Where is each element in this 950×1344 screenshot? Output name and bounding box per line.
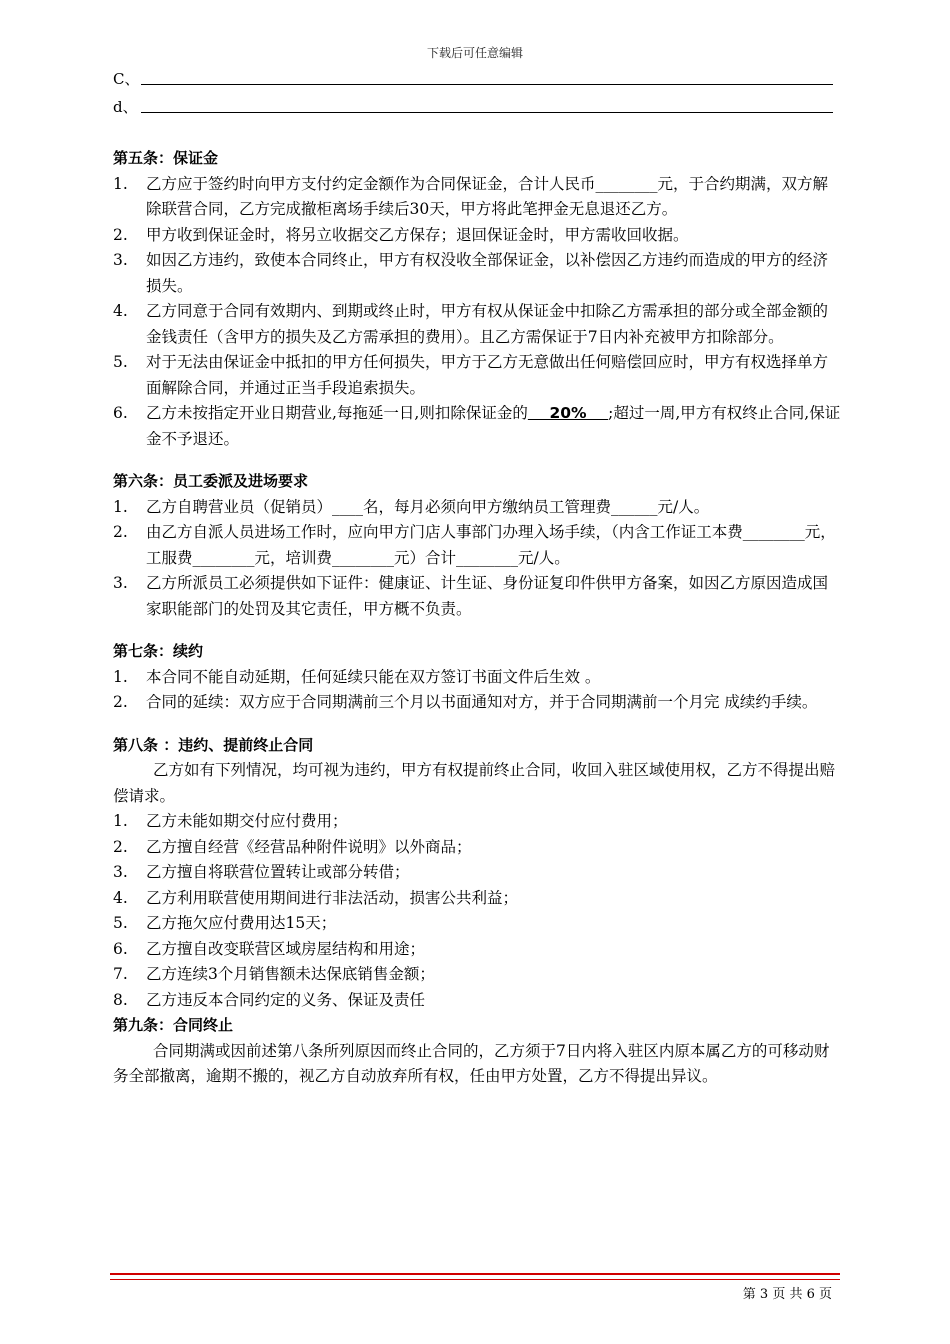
section-title: 第六条：员工委派及进场要求 — [113, 472, 309, 490]
item-text: 乙方连续3个月销售额未达保底销售金额； — [146, 965, 435, 983]
item-number: 3. — [113, 574, 128, 592]
item-text: 乙方应于签约时向甲方支付约定金额作为合同保证金，合计人民币________元，于合约期满，双方解除联营合同，乙方完成撤柜离场手续后30天，甲方将此笔押金无息退还乙方。 — [146, 174, 829, 218]
blank-item-label: d、 — [113, 98, 138, 116]
item-number: 8. — [113, 990, 128, 1009]
item-text: 乙方同意于合同有效期内、到期或终止时，甲方有权从保证金中扣除乙方需承担的部分或全部金额的金钱责任（含甲方的损失及乙方需承担的费用）。且乙方需保证于7日内补充被甲方扣除部分。 — [146, 302, 829, 346]
item-number: 5. — [113, 353, 128, 371]
item-number: 3. — [113, 863, 128, 881]
item-text-after: ;超过一周,甲方有权终止合同,保证金不予退还。 — [146, 404, 841, 448]
list-item — [113, 835, 843, 861]
section-intro: 乙方如有下列情况，均可视为违约，甲方有权提前终止合同，收回入驻区域使用权，乙方不得提出赔偿请求。 — [113, 761, 836, 805]
item-number: 1. — [113, 174, 128, 193]
item-number: 7. — [113, 965, 128, 983]
item-text: 乙方自聘营业员（促销员）____名，每月必须向甲方缴纳员工管理费______元/人。 — [146, 497, 710, 516]
item-number: 2. — [113, 837, 128, 856]
item-number: 1. — [113, 497, 128, 516]
item-text: 乙方拖欠应付费用达15天； — [146, 914, 337, 932]
list-item — [113, 172, 843, 223]
item-text: 如因乙方违约，致使本合同终止，甲方有权没收全部保证金，以补偿因乙方违约而造成的甲方的经济损失。 — [146, 251, 829, 295]
list-item — [113, 886, 843, 912]
item-text: 合同的延续：双方应于合同期满前三个月以书面通知对方，并于合同期满前一个月完 成续约手续。 — [146, 693, 818, 711]
item-number: 2. — [113, 523, 128, 541]
item-text: 乙方违反本合同约定的义务、保证及责任 — [146, 990, 426, 1009]
list-item — [113, 690, 843, 716]
item-number: 1. — [113, 812, 128, 830]
item-text: 乙方利用联营使用期间进行非法活动，损害公共利益； — [146, 888, 519, 907]
footer-rule — [110, 1273, 840, 1280]
item-text: 乙方未能如期交付应付费用； — [146, 812, 348, 830]
item-number: 6. — [113, 939, 128, 958]
section-intro: 合同期满或因前述第八条所列原因而终止合同的，乙方须于7日内将入驻区内原本属乙方的可移动财务全部撤离，逾期不搬的，视乙方自动放弃所有权，任由甲方处置，乙方不得提出异议。 — [113, 1041, 830, 1085]
section-title: 第五条：保证金 — [113, 149, 219, 167]
list-item — [113, 988, 843, 1014]
blank-item-label: C、 — [113, 70, 140, 88]
section-title: 第八条 ：违约、提前终止合同 — [113, 735, 314, 754]
blank-item-c — [113, 68, 833, 88]
item-text: 乙方擅自经营《经营品种附件说明》以外商品； — [146, 837, 472, 856]
item-text: 对于无法由保证金中抵扣的甲方任何损失，甲方于乙方无意做出任何赔偿回应时，甲方有权选择单方面解除合同，并通过正当手段追索损失。 — [146, 353, 829, 397]
list-item — [113, 223, 843, 249]
item-number: 2. — [113, 225, 128, 244]
item-text: 乙方擅自将联营位置转让或部分转借； — [146, 863, 410, 881]
deduction-rate-blank: 20% — [527, 404, 609, 422]
list-item — [113, 571, 843, 622]
item-number: 3. — [113, 251, 128, 269]
list-item — [113, 401, 843, 452]
item-number: 2. — [113, 693, 128, 711]
list-item — [113, 937, 843, 963]
item-number: 1. — [113, 667, 128, 686]
document-body — [113, 146, 843, 1090]
list-item — [113, 911, 843, 937]
list-item — [113, 495, 843, 521]
item-text: 由乙方自派人员进场工作时，应向甲方门店人事部门办理入场手续，（内含工作证工本费________元，工服费________元，培训费________元）合计________元/人。 — [146, 523, 836, 567]
section-title: 第九条：合同终止 — [113, 1016, 234, 1034]
list-item — [113, 809, 843, 835]
fill-in-line — [141, 84, 833, 85]
section-title: 第七条：续约 — [113, 642, 204, 660]
list-item — [113, 860, 843, 886]
page-number: 第 3 页 共 6 页 — [742, 1287, 832, 1302]
list-item — [113, 520, 843, 571]
list-item — [113, 299, 843, 350]
item-text: 乙方所派员工必须提供如下证件：健康证、计生证、身份证复印件供甲方备案，如因乙方原因造成国家职能部门的处罚及其它责任，甲方概不负责。 — [146, 574, 829, 618]
list-item — [113, 350, 843, 401]
item-number: 4. — [113, 302, 128, 320]
list-item — [113, 962, 843, 988]
item-number: 6. — [113, 404, 128, 422]
page-header: 下载后可任意编辑 — [426, 46, 523, 60]
item-text: 本合同不能自动延期，任何延续只能在双方签订书面文件后生效 。 — [146, 667, 601, 686]
item-text: 甲方收到保证金时，将另立收据交乙方保存；退回保证金时，甲方需收回收据。 — [146, 225, 689, 244]
list-item — [113, 248, 843, 299]
item-text: 乙方擅自改变联营区域房屋结构和用途； — [146, 939, 426, 958]
item-number: 5. — [113, 914, 128, 932]
blank-item-d — [113, 96, 833, 116]
list-item — [113, 665, 843, 691]
item-number: 4. — [113, 888, 128, 907]
fill-in-line — [141, 112, 833, 113]
item-text-before: 乙方未按指定开业日期营业,每拖延一日,则扣除保证金的 — [146, 404, 528, 422]
